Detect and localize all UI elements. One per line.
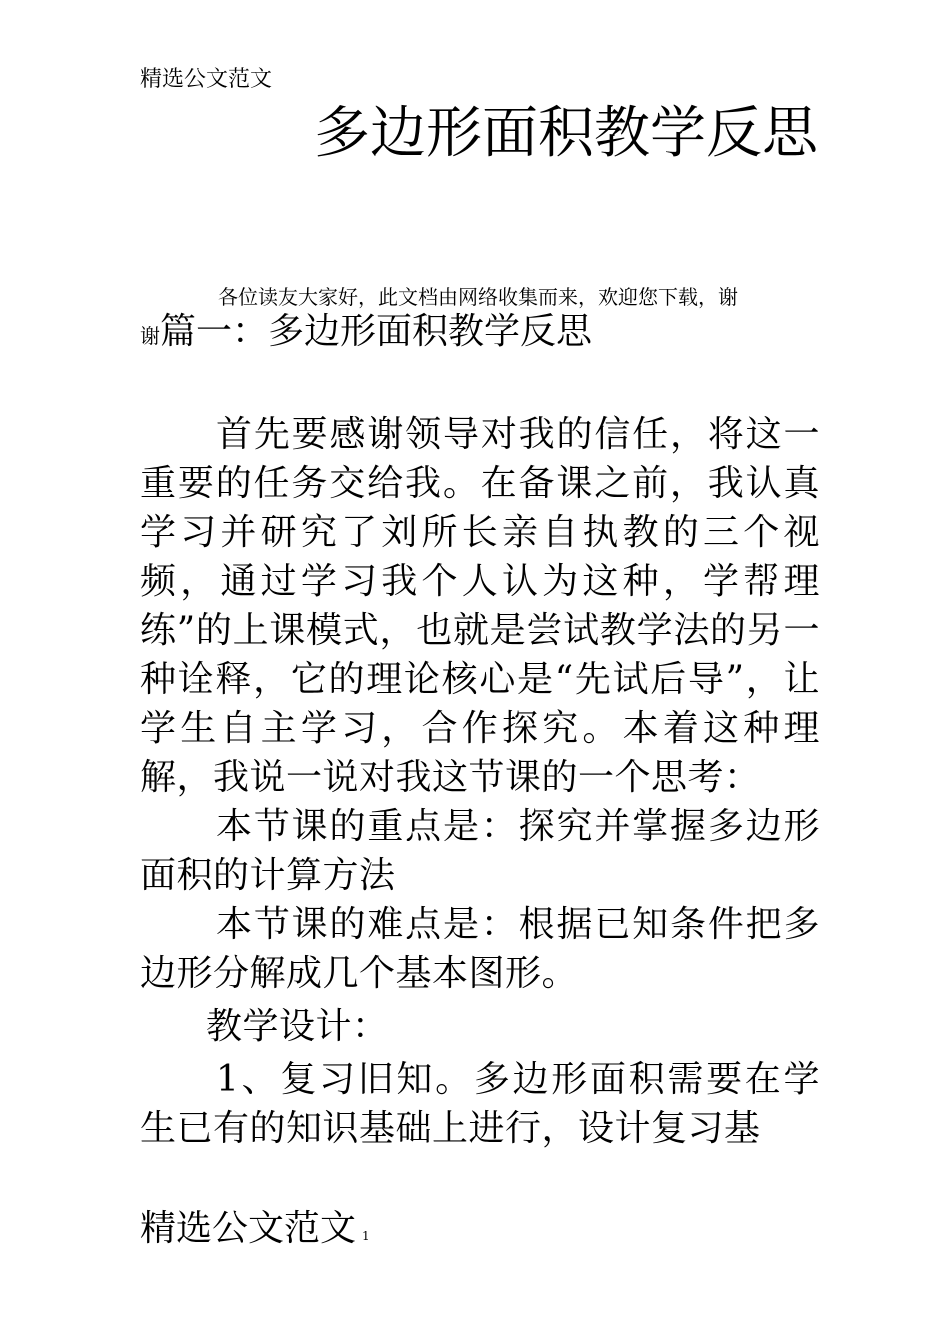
document-title: 多边形面积教学反思 <box>314 101 818 166</box>
page-number: 1 <box>362 1229 370 1243</box>
body-paragraph-review: 1、复习旧知。多边形面积需要在学生已有的知识基础上进行，设计复习基 <box>140 1059 820 1149</box>
document-body <box>140 410 820 1153</box>
section-heading: 篇一：多边形面积教学反思 <box>160 311 593 352</box>
body-paragraph-key-point: 本节课的重点是：探究并掌握多边形面积的计算方法 <box>140 806 820 896</box>
header-label: 精选公文范文 <box>140 67 273 92</box>
intro-note: 各位读友大家好，此文档由网络收集而来，欢迎您下载，谢 <box>218 285 738 309</box>
intro-note-tail-text: 谢 <box>140 324 160 348</box>
body-paragraph-teaching-design: 教学设计： <box>206 1006 389 1047</box>
body-paragraph-difficulty: 本节课的难点是：根据已知条件把多边形分解成几个基本图形。 <box>140 904 820 994</box>
footer-label: 精选公文范文 <box>140 1208 357 1249</box>
footer <box>140 1206 370 1259</box>
body-paragraph-intro: 首先要感谢领导对我的信任，将这一重要的任务交给我。在备课之前，我认真学习并研究了刘所长亲自执教的三个视频，通过学习我个人认为这种，学帮理练”的上课模式，也就是尝试教学法的另一种诠释，它的理论核心是“先试后导”，让学生自主学习，合作探究。本着这种理解，我说一说对我这节课的一个思考： <box>140 414 820 798</box>
intro-note-tail <box>140 312 592 356</box>
